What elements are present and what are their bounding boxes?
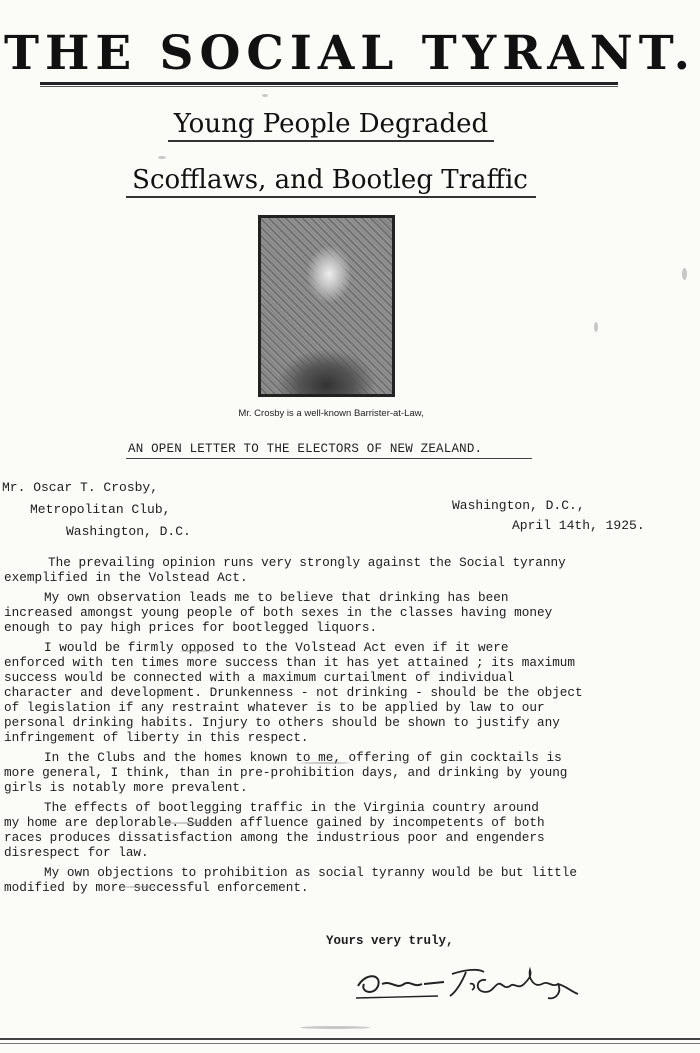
- closing-salutation: Yours very truly,: [326, 934, 454, 948]
- paragraph-1: The prevailing opinion runs very strongly against the Social tyranny exemplified in the Volstead Act.: [4, 555, 566, 585]
- print-speck: [180, 650, 210, 652]
- page-title: THE SOCIAL TYRANT.: [3, 26, 696, 81]
- print-speck: [262, 94, 268, 97]
- title-rule-thin: [40, 86, 618, 87]
- sender-city: Washington, D.C.: [66, 524, 191, 539]
- paragraph-6: My own objections to prohibition as social tyranny would be but little modified by more successful enforcement.: [4, 865, 577, 895]
- photo-caption: Mr. Crosby is a well-known Barrister-at-Law,: [238, 408, 424, 419]
- print-speck: [300, 1026, 370, 1029]
- handwritten-signature: [352, 962, 584, 1004]
- subtitle-scofflaws: Scofflaws, and Bootleg Traffic: [132, 165, 528, 195]
- bottom-rule-thin: [0, 1043, 700, 1044]
- dateline-date: April 14th, 1925.: [512, 518, 645, 533]
- portrait-photo: [258, 215, 395, 397]
- print-speck: [594, 322, 598, 332]
- paragraph-4: In the Clubs and the homes known to me, offering of gin cocktails is more general, I think, than in pre-prohibition days, and drinking by young girls is notably more prevalent.: [4, 750, 568, 795]
- subtitle-2-underline: [126, 196, 536, 198]
- title-rule: [40, 82, 618, 85]
- sender-name: Mr. Oscar T. Crosby,: [2, 480, 159, 495]
- paragraph-3: I would be firmly opposed to the Volstead Act even if it were enforced with ten times more success than it has yet attained ; its maximum success would be connected with a maximum curtailment of individual character and development. Drunkenness - not drinking - should be the object of legislation if any restraint whatever is to be applied by law to our personal drinking habits. Injury to others should be shown to justify any infringement of liberty in this respect.: [4, 640, 583, 745]
- print-speck: [682, 268, 687, 280]
- subtitle-1-underline: [168, 140, 494, 142]
- paragraph-2: My own observation leads me to believe that drinking has been increased amongst young people of both sexes in the classes having money enough to pay high prices for bootlegged liquors.: [4, 590, 553, 635]
- dateline-place: Washington, D.C.,: [452, 498, 585, 513]
- sender-club: Metropolitan Club,: [30, 502, 171, 517]
- print-speck: [120, 886, 160, 888]
- print-speck: [158, 156, 166, 159]
- letter-body: [4, 555, 664, 900]
- paragraph-5: The effects of bootlegging traffic in the Virginia country around my home are deplorable. Sudden affluence gained by incompetents of both races produces dissatisfaction among the industrious poor and engenders disrespect for law.: [4, 800, 545, 860]
- print-speck: [300, 762, 350, 764]
- subtitle-young-people: Young People Degraded: [173, 109, 489, 139]
- open-letter-underline: [126, 458, 532, 459]
- bottom-rule: [0, 1038, 700, 1040]
- print-speck: [160, 822, 220, 824]
- open-letter-heading: AN OPEN LETTER TO THE ELECTORS OF NEW ZEALAND.: [128, 442, 483, 456]
